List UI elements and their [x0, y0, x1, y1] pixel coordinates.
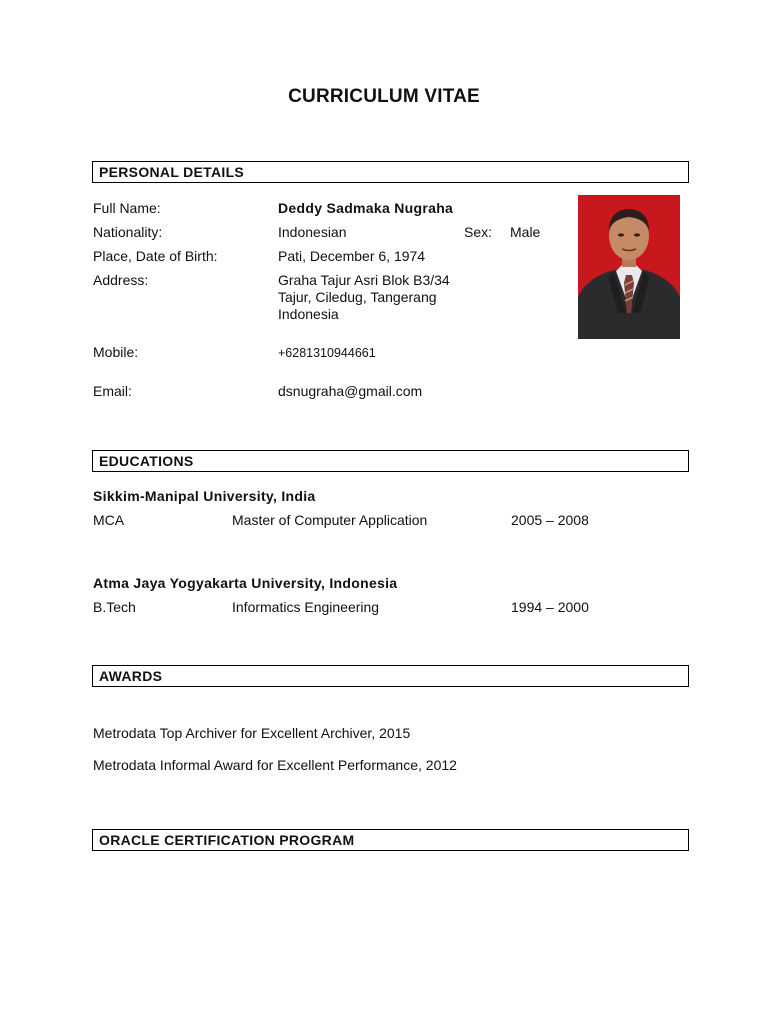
- portrait-illustration: [578, 195, 680, 339]
- section-header-awards: [92, 665, 689, 687]
- full-name-label: Full Name:: [93, 200, 161, 216]
- education-years-2: 1994 – 2000: [511, 599, 589, 615]
- full-name-value: Deddy Sadmaka Nugraha: [278, 200, 454, 216]
- birth-value: Pati, December 6, 1974: [278, 248, 426, 264]
- address-line-2: Tajur, Ciledug, Tangerang: [278, 289, 437, 305]
- address-line-1: Graha Tajur Asri Blok B3/34: [278, 272, 450, 288]
- email-label: Email:: [93, 383, 132, 399]
- section-header-personal-details: [92, 161, 689, 183]
- birth-label: Place, Date of Birth:: [93, 248, 218, 264]
- address-label: Address:: [93, 272, 149, 288]
- education-years-1: 2005 – 2008: [511, 512, 589, 528]
- nationality-value: Indonesian: [278, 224, 347, 240]
- profile-photo: [578, 195, 680, 339]
- award-item-1: Metrodata Top Archiver for Excellent Archiver, 2015: [93, 725, 411, 741]
- mobile-value: +6281310944661: [278, 346, 376, 360]
- award-item-2: Metrodata Informal Award for Excellent Performance, 2012: [93, 757, 457, 773]
- education-school-2: Atma Jaya Yogyakarta University, Indonesia: [93, 575, 398, 591]
- section-header-educations: [92, 450, 689, 472]
- document-title: CURRICULUM VITAE: [288, 86, 480, 107]
- sex-value: Male: [510, 224, 541, 240]
- nationality-label: Nationality:: [93, 224, 163, 240]
- education-degree-2: B.Tech: [93, 599, 136, 615]
- section-header-oracle-certification: [92, 829, 689, 851]
- education-degree-1: MCA: [93, 512, 125, 528]
- education-program-1: Master of Computer Application: [232, 512, 428, 528]
- address-line-3: Indonesia: [278, 306, 339, 322]
- education-program-2: Informatics Engineering: [232, 599, 380, 615]
- email-value: dsnugraha@gmail.com: [278, 383, 423, 399]
- mobile-label: Mobile:: [93, 344, 139, 360]
- section-title: PERSONAL DETAILS: [99, 164, 245, 180]
- education-school-1: Sikkim-Manipal University, India: [93, 488, 316, 504]
- section-title: AWARDS: [99, 668, 163, 684]
- sex-label: Sex:: [464, 224, 493, 240]
- section-title: ORACLE CERTIFICATION PROGRAM: [99, 832, 355, 848]
- section-title: EDUCATIONS: [99, 453, 194, 469]
